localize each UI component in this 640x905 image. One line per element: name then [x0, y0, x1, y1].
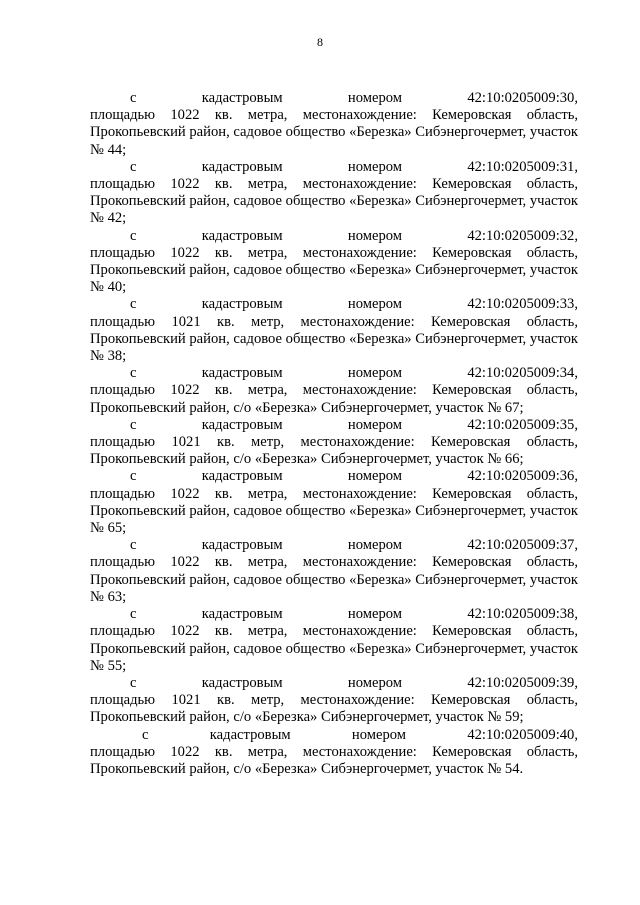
prefix-c: с — [130, 227, 137, 244]
prefix-nomer: номером — [347, 296, 403, 313]
cadastral-number: 42:10:0205009:35, — [467, 416, 578, 433]
cadastral-number: 42:10:0205009:34, — [467, 365, 578, 382]
cadastral-number: 42:10:0205009:32, — [467, 227, 578, 244]
list-item — [90, 159, 578, 228]
prefix-c: с — [130, 158, 137, 175]
entry-lead-line — [90, 365, 578, 382]
cadastral-number: 42:10:0205009:33, — [467, 296, 578, 313]
prefix-c: с — [130, 674, 137, 691]
list-item — [90, 296, 578, 365]
list-item — [90, 417, 578, 469]
prefix-kadastr: кадастровым — [201, 158, 283, 175]
prefix-kadastr: кадастровым — [201, 365, 283, 382]
cadastral-number: 42:10:0205009:31, — [467, 158, 578, 175]
entry-description: площадью 1022 кв. метра, местонахождение: Кемеровская область, Прокопьевский район, садовое общество «Березка» Сибэнергочермет, участок № 44; — [90, 107, 578, 158]
prefix-nomer: номером — [347, 674, 403, 691]
entry-description: площадью 1021 кв. метр, местонахождение: Кемеровская область, Прокопьевский район, садовое общество «Березка» Сибэнергочермет, участок № 38; — [90, 313, 578, 365]
prefix-nomer: номером — [347, 606, 403, 623]
entry-lead-line — [90, 468, 578, 485]
cadastral-number: 42:10:0205009:38, — [467, 606, 578, 623]
cadastral-number: 42:10:0205009:36, — [467, 468, 578, 485]
prefix-kadastr: кадастровым — [209, 726, 291, 743]
prefix-nomer: номером — [347, 90, 403, 106]
prefix-nomer: номером — [347, 365, 403, 382]
entry-description: площадью 1021 кв. метр, местонахождение: Кемеровская область, Прокопьевский район, с/о «Березка» Сибэнергочермет, участок № 59; — [90, 692, 578, 726]
prefix-c: с — [130, 90, 137, 106]
entry-lead-line — [90, 228, 578, 245]
entry-lead-line — [90, 296, 578, 313]
entry-description: площадью 1022 кв. метра, местонахождение: Кемеровская область, Прокопьевский район, садовое общество «Березка» Сибэнергочермет, участок № 65; — [90, 485, 578, 537]
entry-description: площадью 1022 кв. метра, местонахождение: Кемеровская область, Прокопьевский район, с/о «Березка» Сибэнергочермет, участок № 54. — [90, 743, 578, 777]
prefix-kadastr: кадастровым — [201, 296, 283, 313]
entry-description: площадью 1022 кв. метра, местонахождение: Кемеровская область, Прокопьевский район, садовое общество «Березка» Сибэнергочермет, участок № 55; — [90, 623, 578, 674]
entry-lead-line — [90, 727, 578, 744]
entry-lead-line — [90, 675, 578, 692]
prefix-nomer: номером — [347, 537, 403, 554]
prefix-c: с — [142, 726, 149, 743]
page-number: 8 — [317, 35, 323, 49]
entry-description: площадью 1022 кв. метра, местонахождение: Кемеровская область, Прокопьевский район, садовое общество «Березка» Сибэнергочермет, участок № 40; — [90, 244, 578, 296]
prefix-c: с — [130, 296, 137, 313]
list-item — [90, 228, 578, 297]
list-item — [90, 675, 578, 727]
prefix-kadastr: кадастровым — [201, 606, 283, 623]
cadastral-number: 42:10:0205009:39, — [467, 674, 578, 691]
entry-description: площадью 1021 кв. метр, местонахождение: Кемеровская область, Прокопьевский район, с/о «Березка» Сибэнергочермет, участок № 66; — [90, 434, 578, 468]
prefix-c: с — [130, 468, 137, 485]
prefix-nomer: номером — [351, 726, 407, 743]
document-body — [90, 90, 578, 778]
prefix-nomer: номером — [347, 227, 403, 244]
list-item — [90, 606, 578, 675]
prefix-c: с — [130, 537, 137, 554]
prefix-c: с — [130, 606, 137, 623]
prefix-kadastr: кадастровым — [201, 537, 283, 554]
prefix-nomer: номером — [347, 158, 403, 175]
entry-lead-line — [90, 90, 578, 107]
entry-lead-line — [90, 606, 578, 623]
entry-description: площадью 1022 кв. метра, местонахождение: Кемеровская область, Прокопьевский район, садовое общество «Березка» Сибэнергочермет, участок № 63; — [90, 554, 578, 605]
cadastral-number: 42:10:0205009:40, — [467, 726, 578, 743]
entry-description: площадью 1022 кв. метра, местонахождение: Кемеровская область, Прокопьевский район, садовое общество «Березка» Сибэнергочермет, участок № 42; — [90, 176, 578, 227]
list-item — [90, 537, 578, 606]
entry-lead-line — [90, 417, 578, 434]
list-item — [90, 365, 578, 417]
prefix-c: с — [130, 365, 137, 382]
list-item — [90, 90, 578, 159]
list-item — [90, 468, 578, 537]
prefix-kadastr: кадастровым — [201, 90, 283, 106]
prefix-kadastr: кадастровым — [201, 227, 283, 244]
prefix-c: с — [130, 416, 137, 433]
prefix-nomer: номером — [347, 468, 403, 485]
entry-description: площадью 1022 кв. метра, местонахождение: Кемеровская область, Прокопьевский район, с/о «Березка» Сибэнергочермет, участок № 67; — [90, 382, 578, 416]
prefix-kadastr: кадастровым — [201, 674, 283, 691]
prefix-kadastr: кадастровым — [201, 468, 283, 485]
prefix-nomer: номером — [347, 416, 403, 433]
cadastral-number: 42:10:0205009:37, — [467, 537, 578, 554]
cadastral-number: 42:10:0205009:30, — [467, 90, 578, 106]
list-item — [90, 727, 578, 779]
entry-lead-line — [90, 537, 578, 554]
prefix-kadastr: кадастровым — [201, 416, 283, 433]
entry-lead-line — [90, 159, 578, 176]
